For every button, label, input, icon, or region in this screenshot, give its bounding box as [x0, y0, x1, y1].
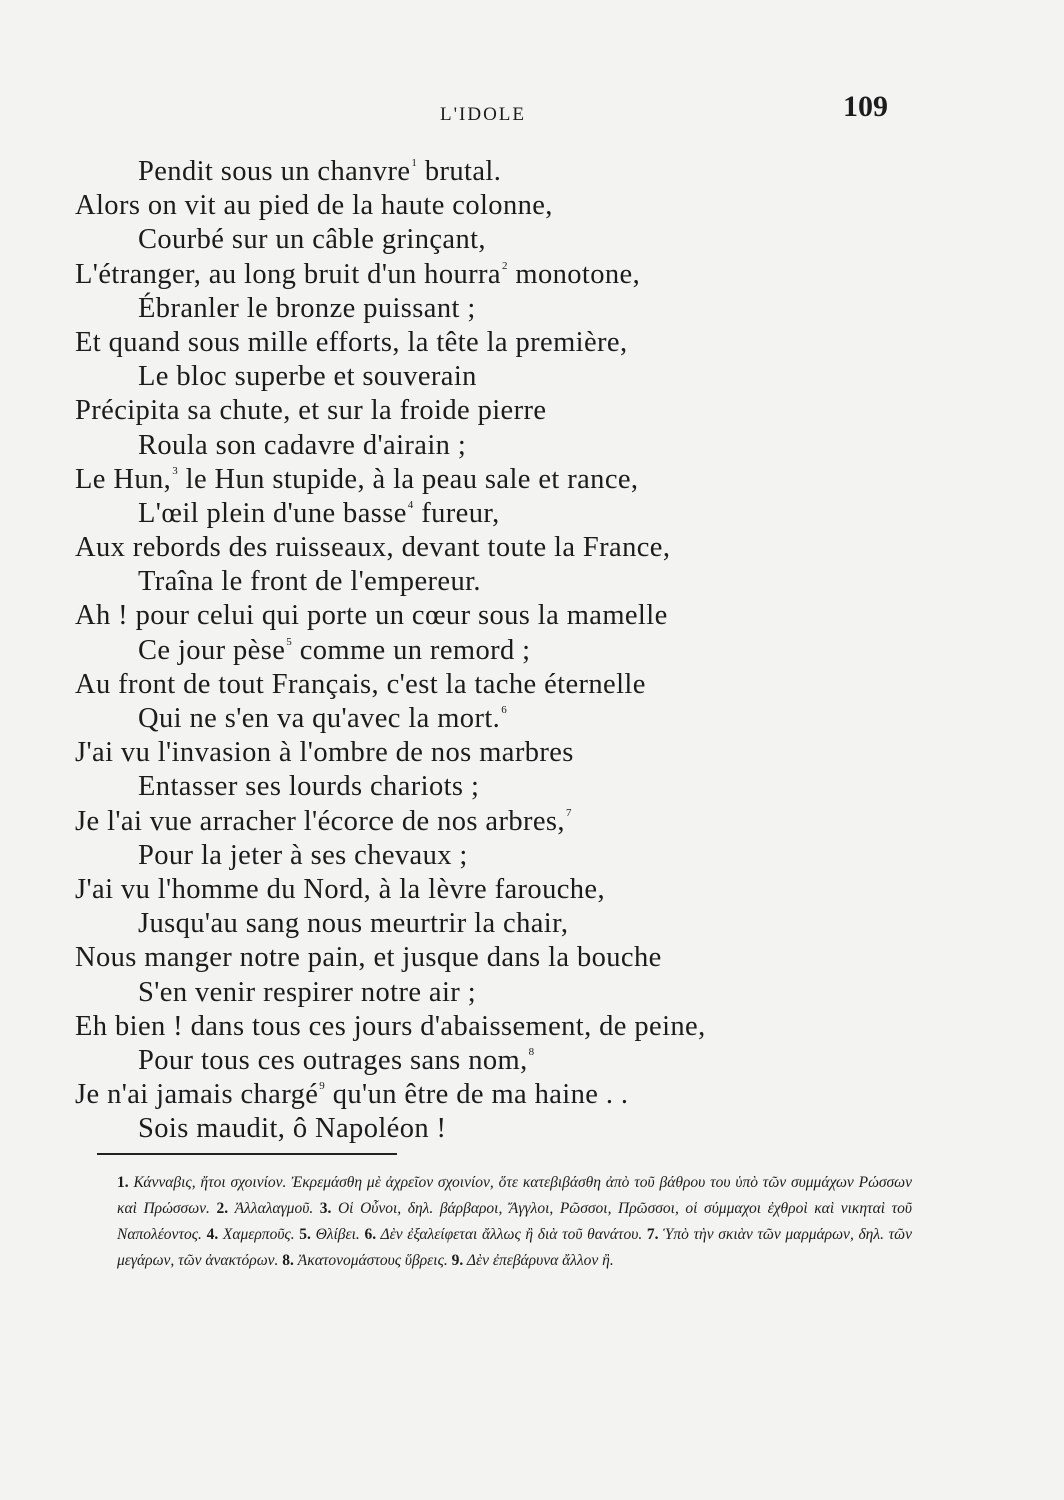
poem-line: [75, 394, 895, 428]
poem-line-text: Pour tous ces outrages sans nom,: [138, 1044, 528, 1076]
poem-line-continuation: qu'un être de ma haine . .: [325, 1079, 629, 1111]
poem-line: [75, 1078, 895, 1112]
footnote-item: [282, 1252, 451, 1269]
footnote-marker: 2: [501, 259, 508, 272]
footnote-item: [216, 1200, 319, 1217]
poem-line-text: Précipita sa chute, et sur la froide pierre: [75, 395, 547, 427]
poem-line: [75, 668, 895, 702]
footnote-item: [364, 1226, 646, 1243]
poem-line: [75, 1010, 895, 1044]
footnote-item: [299, 1226, 364, 1243]
poem-line-text: J'ai vu l'homme du Nord, à la lèvre farouche,: [75, 873, 606, 905]
poem-line: [75, 770, 895, 804]
footnote-text: Χαμερποῦς.: [222, 1226, 295, 1243]
poem-line: [75, 189, 895, 223]
footnote-number: 4.: [206, 1226, 219, 1243]
poem-line-text: L'œil plein d'une basse: [138, 497, 407, 529]
poem-line-text: Et quand sous mille efforts, la tête la première,: [75, 326, 628, 358]
poem-line-text: Qui ne s'en va qu'avec la mort.: [138, 703, 501, 734]
poem-line: [75, 634, 895, 668]
poem-line-text: Jusqu'au sang nous meurtrir la chair,: [138, 908, 569, 940]
footnote-number: 1.: [117, 1174, 129, 1191]
poem-line: [75, 873, 895, 907]
poem-line-text: Pour la jeter à ses chevaux ;: [138, 839, 468, 871]
page-number: 109: [843, 90, 888, 123]
poem-line-text: S'en venir respirer notre air ;: [138, 976, 477, 1008]
poem-line: [75, 1044, 895, 1078]
running-header-title: L'IDOLE: [440, 104, 527, 125]
poem-line-text: Sois maudit, ô Napoléon !: [138, 1113, 447, 1145]
poem-line-text: L'étranger, au long bruit d'un hourra: [75, 258, 501, 290]
poem-line-text: Je l'ai vue arracher l'écorce de nos arbres,: [75, 805, 565, 837]
footnote-marker: 7: [565, 806, 572, 819]
footnote-number: 7.: [646, 1226, 659, 1243]
poem-line-text: Aux rebords des ruisseaux, devant toute la France,: [75, 532, 671, 564]
footnote-number: 5.: [299, 1226, 311, 1243]
poem-line-text: Nous manger notre pain, et jusque dans la bouche: [75, 942, 662, 974]
poem-line: [75, 155, 895, 189]
poem-line-continuation: comme un remord ;: [292, 634, 531, 666]
poem-line-text: Ébranler le bronze puissant ;: [138, 292, 476, 324]
poem-line-text: Entasser ses lourds chariots ;: [138, 771, 480, 803]
poem-line-text: Ah ! pour celui qui porte un cœur sous la mamelle: [75, 600, 668, 632]
poem-line-text: Alors on vit au pied de la haute colonne,: [75, 190, 553, 222]
footnote-marker: 5: [286, 635, 293, 648]
footnote-marker: 3: [172, 464, 179, 477]
poem-line-text: Le Hun,: [75, 463, 172, 495]
footnote-marker: 9: [319, 1080, 326, 1093]
poem-line: [75, 736, 895, 770]
poem-line: [75, 531, 895, 565]
poem-line-text: Le bloc superbe et souverain: [138, 361, 477, 393]
poem-line: [75, 941, 895, 975]
poem-line-continuation: le Hun stupide, à la peau sale et rance,: [178, 463, 639, 495]
poem-line-text: Ce jour pèse: [138, 634, 286, 666]
poem-line: [75, 258, 895, 292]
poem-line: [75, 907, 895, 941]
footnote-number: 9.: [451, 1252, 464, 1269]
footnote-text: Δὲν ἐπεβάρυνα ἄλλον ἢ.: [466, 1252, 614, 1269]
poem-body: [75, 155, 895, 1146]
poem-line: [75, 360, 895, 394]
poem-line-continuation: monotone,: [507, 258, 641, 290]
poem-line: [75, 839, 895, 873]
poem-line: [75, 599, 895, 633]
poem-line: [75, 805, 895, 839]
poem-line: [75, 497, 895, 531]
poem-line-text: Courbé sur un câble grinçant,: [138, 224, 486, 256]
poem-line: [75, 1112, 895, 1146]
poem-line-text: Je n'ai jamais chargé: [75, 1079, 319, 1111]
footnote-text: Ἀκατονομάστους ὕβρεις.: [297, 1252, 448, 1269]
poem-line: [75, 326, 895, 360]
footnote-marker: 1: [411, 157, 418, 169]
footnote-text: Δὲν ἐξαλείφεται ἄλλως ἢ διὰ τοῦ θανάτου.: [380, 1226, 643, 1243]
footnote-number: 8.: [282, 1252, 294, 1269]
footnote-divider: [97, 1153, 397, 1155]
poem-line-continuation: brutal.: [417, 156, 502, 187]
footnote-item: [452, 1252, 614, 1269]
footnote-text: Ἀλλαλαγμοῦ.: [234, 1200, 314, 1217]
footnote-number: 6.: [364, 1226, 377, 1243]
poem-line-text: Pendit sous un chanvre: [138, 156, 411, 187]
poem-line: [75, 702, 895, 736]
footnote-marker: 4: [407, 498, 414, 511]
poem-line-text: Roula son cadavre d'airain ;: [138, 429, 467, 461]
poem-line: [75, 223, 895, 257]
poem-line-text: J'ai vu l'invasion à l'ombre de nos marbres: [75, 737, 574, 769]
footnote-text: Ὑπὸ τὴν σκιὰν τῶν μαρμάρων, δηλ. τῶν μεγάρων, τῶν ἀνακτόρων.: [117, 1226, 913, 1269]
footnote-text: Κάνναβις, ἤτοι σχοινίον. Ἐκρεμάσθη μὲ ἀχρεῖον σχοινίον, ὅτε κατεβιβάσθη ἀπὸ τοῦ βάθρου του ὑπὸ τῶν συμμάχων Ρώσσων καὶ Πρώσσων.: [117, 1174, 913, 1217]
footnote-text: Οἱ Οὖνοι, δηλ. βάρβαροι, Ἄγγλοι, Ρῶσσοι, Πρῶσσοι, οἱ σύμμαχοι ἐχθροὶ καὶ νικηταὶ τοῦ Ναπολέοντος.: [117, 1200, 912, 1243]
footnote-marker: 6: [501, 704, 508, 716]
poem-line-text: Eh bien ! dans tous ces jours d'abaissement, de peine,: [75, 1010, 706, 1042]
poem-line-text: Au front de tout Français, c'est la tache éternelle: [75, 668, 646, 700]
poem-line-text: Traîna le front de l'empereur.: [138, 566, 481, 598]
footnote-item: [207, 1226, 300, 1243]
poem-line: [75, 292, 895, 326]
footnote-number: 2.: [216, 1200, 229, 1217]
footnote-marker: 8: [528, 1045, 535, 1058]
footnote-text: Θλίβει.: [315, 1226, 360, 1243]
poem-line-continuation: fureur,: [413, 497, 500, 529]
poem-line: [75, 429, 895, 463]
poem-line: [75, 565, 895, 599]
poem-line: [75, 463, 895, 497]
poem-line: [75, 976, 895, 1010]
footnotes: [117, 1170, 912, 1274]
footnote-number: 3.: [319, 1200, 332, 1217]
